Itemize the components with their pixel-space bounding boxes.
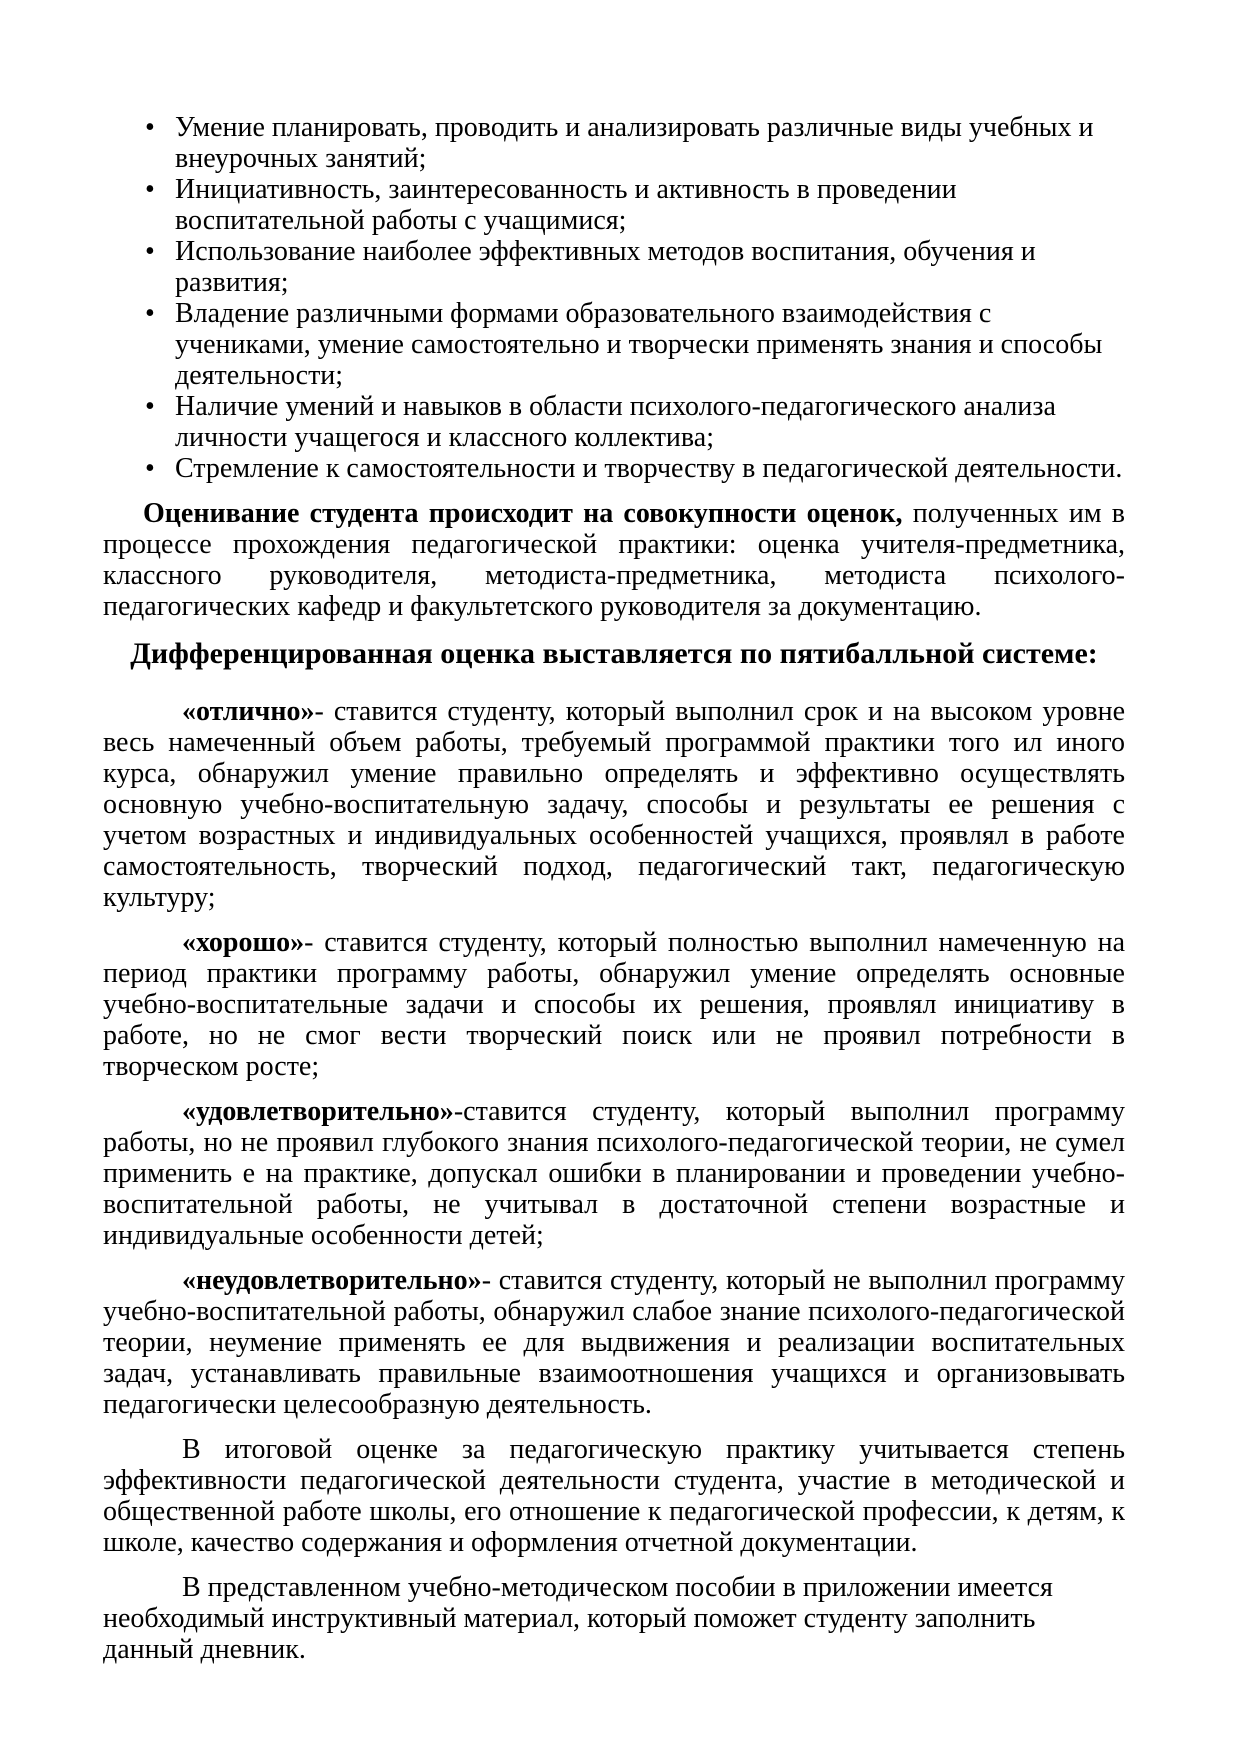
grade-neudovletvoritelno-text: - ставится студенту, который не выполнил программу учебно-воспитательной работы, обнаружил слабое знание психолого-педагогической теории, неумение применять ее для выдвижения и реализации воспитательных задач, устанавливать правильные взаимоотношения учащихся и организовывать педагогически целесообразную деятельность. bbox=[103, 1265, 1125, 1420]
grading-scale-heading: Дифференцированная оценка выставляется по пятибалльной системе: bbox=[130, 637, 1098, 670]
evaluation-summary-lead: Оценивание студента происходит на совокупности оценок, bbox=[143, 498, 903, 529]
list-item: • Умение планировать, проводить и анализировать различные виды учебных и внеурочных занятий; bbox=[103, 112, 1125, 174]
list-item: • Стремление к самостоятельности и творчеству в педагогической деятельности. bbox=[103, 453, 1125, 484]
evaluation-summary-paragraph bbox=[103, 498, 1125, 622]
list-item: • Использование наиболее эффективных методов воспитания, обучения и развития; bbox=[103, 236, 1125, 298]
list-item: • Наличие умений и навыков в области психолого-педагогического анализа личности учащегося и классного коллектива; bbox=[103, 391, 1125, 453]
grade-udovletvoritelno-text: -ставится студенту, который выполнил программу работы, но не проявил глубокого знания психолого-педагогической теории, не сумел применить е на практике, допускал ошибки в планировании и проведении учебно-воспитательной работы, не учитывал в достаточной степени возрастные и индивидуальные особенности детей; bbox=[103, 1096, 1125, 1251]
grade-neudovletvoritelno-term: «неудовлетворительно» bbox=[182, 1265, 482, 1296]
grade-khorosho-paragraph bbox=[103, 927, 1125, 1082]
grade-otlichno-paragraph bbox=[103, 696, 1125, 913]
grade-otlichno-term: «отлично» bbox=[182, 696, 315, 727]
appendix-note-paragraph: В представленном учебно-методическом пособии в приложении имеется необходимый инструктивный материал, который поможет студенту заполнить данный дневник. bbox=[103, 1572, 1053, 1665]
grade-neudovletvoritelno-paragraph bbox=[103, 1265, 1125, 1420]
grade-khorosho-term: «хорошо» bbox=[182, 927, 305, 958]
grade-otlichno-text: - ставится студенту, который выполнил срок и на высоком уровне весь намеченный объем работы, требуемый программой практики того ил иного курса, обнаружил умение правильно определять и эффективно осуществлять основную учебно-воспитательную задачу, способы и результаты ее решения с учетом возрастных и индивидуальных особенностей учащихся, проявлял в работе самостоятельность, творческий подход, педагогический такт, педагогическую культуру; bbox=[103, 696, 1125, 913]
list-item: • Инициативность, заинтересованность и активность в проведении воспитательной работы с учащимися; bbox=[103, 174, 1125, 236]
list-item: • Владение различными формами образовательного взаимодействия с учениками, умение самостоятельно и творчески применять знания и способы деятельности; bbox=[103, 298, 1125, 391]
grade-khorosho-text: - ставится студенту, который полностью выполнил намеченную на период практики программу работы, обнаружил умение определять основные учебно-воспитательные задачи и способы их решения, проявлял инициативу в работе, но не смог вести творческий поиск или не проявил потребности в творческом росте; bbox=[103, 927, 1125, 1082]
evaluation-criteria-list bbox=[103, 112, 1125, 484]
grade-udovletvoritelno-term: «удовлетворительно» bbox=[182, 1096, 454, 1127]
grade-udovletvoritelno-paragraph bbox=[103, 1096, 1125, 1251]
final-assessment-paragraph: В итоговой оценке за педагогическую практику учитывается степень эффективности педагогической деятельности студента, участие в методической и общественной работе школы, его отношение к педагогической профессии, к детям, к школе, качество содержания и оформления отчетной документации. bbox=[103, 1434, 1125, 1558]
evaluation-summary-text: полученных им в процессе прохождения педагогической практики: оценка учителя-предметника, классного руководителя, методиста-предметника, методиста психолого-педагогических кафедр и факультетского руководителя за документацию. bbox=[103, 498, 1125, 622]
